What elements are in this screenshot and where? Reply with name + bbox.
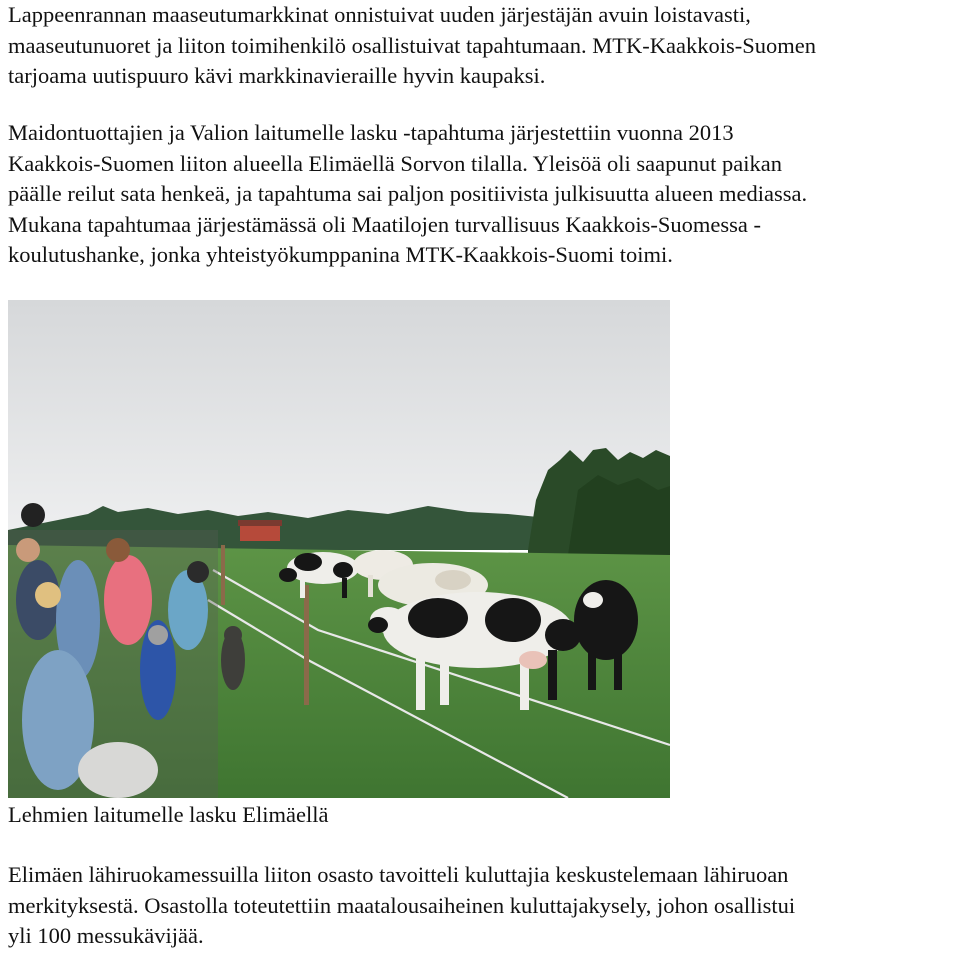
- photo-caption: [8, 800, 954, 831]
- fence-post: [221, 545, 225, 605]
- caption-text: Lehmien laitumelle lasku Elimäellä: [8, 802, 329, 827]
- text-line: Elimäen lähiruokamessuilla liiton osasto tavoitteli kuluttajia keskustelemaan lähiruoan: [8, 862, 789, 887]
- barn: [240, 525, 280, 541]
- text-line: tarjoama uutispuuro kävi markkinavieraille hyvin kaupaksi.: [8, 63, 546, 88]
- text-line: Mukana tapahtumaa järjestämässä oli Maatilojen turvallisuus Kaakkois-Suomessa -: [8, 211, 761, 237]
- fence-post: [304, 585, 309, 705]
- text-line: Kaakkois-Suomen liiton alueella Elimäellä Sorvon tilalla. Yleisöä oli saapunut paikan: [8, 150, 782, 176]
- text-line: Lappeenrannan maaseutumarkkinat onnistuivat uuden järjestäjän avuin loistavasti,: [8, 2, 751, 27]
- text-line: yli 100 messukävijää.: [8, 923, 204, 948]
- text-line: Maidontuottajien ja Valion laitumelle lasku -tapahtuma järjestettiin vuonna 2013: [8, 120, 734, 145]
- text-line: päälle reilut sata henkeä, ja tapahtuma sai paljon positiivista julkisuutta alueen mediassa.: [8, 181, 808, 206]
- paragraph-pasture-event: [8, 118, 954, 271]
- paragraph-markets: [8, 0, 954, 92]
- text-line: maaseutunuoret ja liiton toimihenkilö osallistuivat tapahtumaan. MTK-Kaakkois-Suomen: [8, 32, 816, 58]
- right-forest-shade: [568, 475, 670, 562]
- paragraph-local-food-fair: [8, 860, 954, 952]
- text-line: merkityksestä. Osastolla toteutettiin maatalousaiheinen kuluttajakysely, johon osallistui: [8, 892, 796, 918]
- cows-pasture-photo: [8, 300, 670, 798]
- barn-roof: [238, 520, 282, 526]
- crowd: [8, 503, 245, 798]
- text-line: koulutushanke, jonka yhteistyökumppanina MTK-Kaakkois-Suomi toimi.: [8, 242, 673, 267]
